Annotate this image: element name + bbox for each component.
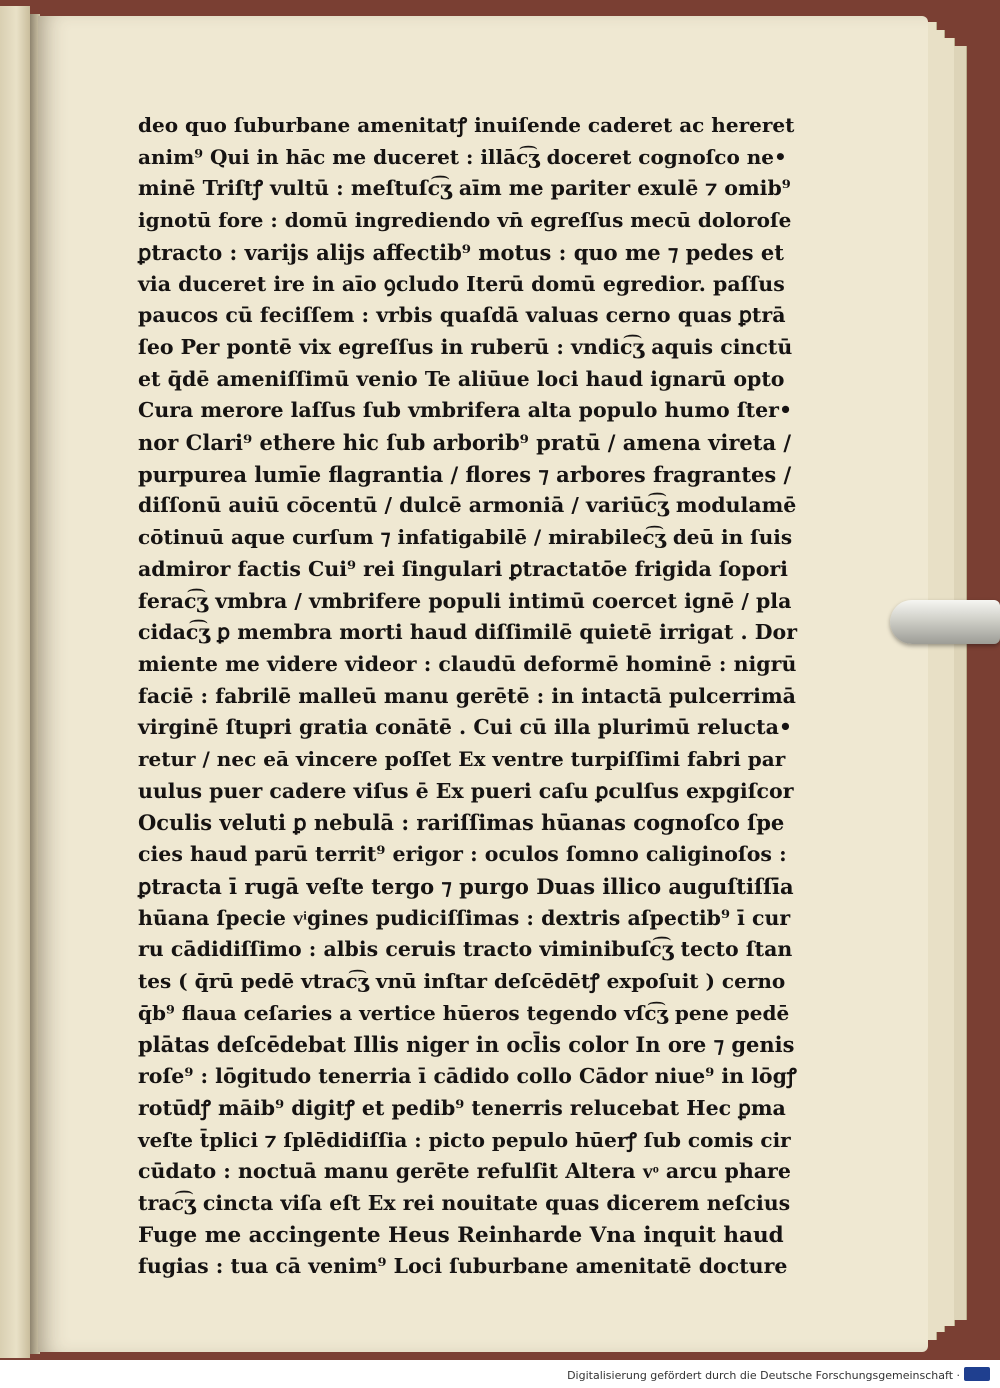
text-line: via duceret ire in aīo ꝯcludo Iterū domū egredior. paſſus xyxy=(138,271,785,296)
text-line: hūana ſpecie vͥgines pudiciſſimas : dextris aſpectib⁹ ī cur xyxy=(138,905,791,930)
left-page-edge xyxy=(0,6,30,1358)
text-line: paucos cū feciſſem : vrbis quaſdā valuas cerno quas ꝑtrā xyxy=(138,303,786,328)
text-line: ſeo Per pontē vix egreſſus in ruberū : vndic͡ʒ aquis cinctū xyxy=(138,334,793,359)
text-line: ru cādidiſſimo : albis ceruis tracto viminibuſc͡ʒ tecto ſtan xyxy=(138,937,793,962)
page-text-block xyxy=(138,110,798,1283)
text-line: minē Triſtꝭ vultū : meſtuſc͡ʒ aīm me pariter exulē ⁊ omib⁹ xyxy=(138,176,791,201)
text-line: uulus puer cadere viſus ē Ex pueri caſu ꝑculſus expgiſcor xyxy=(138,778,794,803)
text-line: admiror factis Cui⁹ rei ſingulari ꝑtractatōe frigida ſopori xyxy=(138,556,788,581)
text-line: deo quo ſuburbane amenitatꝭ inuiſende caderet ac hereret xyxy=(138,113,795,137)
text-line: Oculis veluti ꝑ nebulā : rariſſimas hūanas cognoſco ſpe xyxy=(138,810,785,836)
text-line: diſſonū auiū cōcentū / dulcē armoniā / variūc͡ʒ modulamē xyxy=(138,493,797,518)
text-line: trac͡ʒ cincta viſa eſt Ex rei nouitate quas dicerem neſcius xyxy=(138,1190,791,1215)
text-line: retur / nec eā vincere poſſet Ex ventre turpiſſimi fabri par xyxy=(138,747,786,772)
footer-credit: Digitalisierung gefördert durch die Deutsche Forschungsgemeinschaft · xyxy=(567,1369,960,1382)
text-line: cies haud parū territ⁹ erigor : oculos ſomno caliginoſos : xyxy=(138,842,787,867)
text-line: ꝑtracto : varijs alijs affectib⁹ motus : quo me ⁊ pedes et xyxy=(138,239,784,265)
text-line: miente me videre videor : claudū deformē hominē : nigrū xyxy=(138,651,797,676)
text-line: virginē ſtupri gratia conātē . Cui cū illa plurimū relucta• xyxy=(138,715,792,740)
page-clip xyxy=(890,600,1000,644)
text-line: anim⁹ Qui in hāc me duceret : illāc͡ʒ doceret cognoſco ne• xyxy=(138,144,787,169)
text-line: cūdato : noctuā manu gerēte refulſit Altera vͦ arcu phare xyxy=(138,1159,791,1184)
page-stack-edge xyxy=(954,46,967,1320)
text-line: plātas deſcēdebat Illis niger in ocl̄is color In ore ⁊ genis xyxy=(138,1032,795,1058)
text-line: ignotū fore : domū ingrediendo vn̄ egreſſus mecū doloroſe xyxy=(138,208,792,233)
text-line: Cura merore laſſus ſub vmbrifera alta populo humo ſter• xyxy=(138,398,793,423)
text-line: et q̄dē ameniſſimū venio Te aliūue loci haud ignarū opto xyxy=(138,366,785,391)
text-line: veſte t̄plici ⁊ ſplēdidiſſia : picto pepulo hūerꝭ ſub comis cir xyxy=(138,1127,791,1152)
text-line: nor Clari⁹ ethere hic ſub arborib⁹ pratū / amena vireta / xyxy=(138,430,792,456)
text-line: tes ( q̄rū pedē vtrac͡ʒ vnū inſtar deſcēdētꝭ expoſuit ) cerno xyxy=(138,968,786,993)
text-line: cidac͡ʒ ꝑ membra morti haud diſſimilē quietē irrigat . Dor xyxy=(138,620,798,645)
text-line: q̄b⁹ flaua ceſaries a vertice hūeros tegendo vſc͡ʒ pene pedē xyxy=(138,1000,790,1025)
text-line: purpurea lumīe flagrantia / flores ⁊ arbores fragrantes / xyxy=(138,461,792,487)
text-line: faciē : fabrilē malleū manu gerētē : in intactā pulcerrimā xyxy=(138,683,796,708)
text-line: rotūdꝭ māib⁹ digitꝭ et pedib⁹ tenerris relucebat Hec ꝑma xyxy=(138,1095,786,1120)
text-line: ferac͡ʒ vmbra / vmbrifere populi intimū coercet ignē / pla xyxy=(138,588,792,613)
text-line: cōtinuū aque curſum ⁊ infatigabilē / mirabilec͡ʒ deū in ſuis xyxy=(138,525,793,550)
text-line: fugias : tua cā venim⁹ Loci ſuburbane amenitatē docture xyxy=(138,1254,788,1279)
text-line: roſe⁹ : lōgitudo tenerria ī cādido collo Cādor niue⁹ in lōgꝭ xyxy=(138,1064,797,1089)
text-line: ꝑtracta ī rugā veſte tergo ⁊ purgo Duas illico auguſtiſſīa xyxy=(138,873,794,899)
dfg-logo-icon xyxy=(964,1367,990,1381)
text-line: Fuge me accingente Heus Reinharde Vna inquit haud xyxy=(138,1222,784,1248)
